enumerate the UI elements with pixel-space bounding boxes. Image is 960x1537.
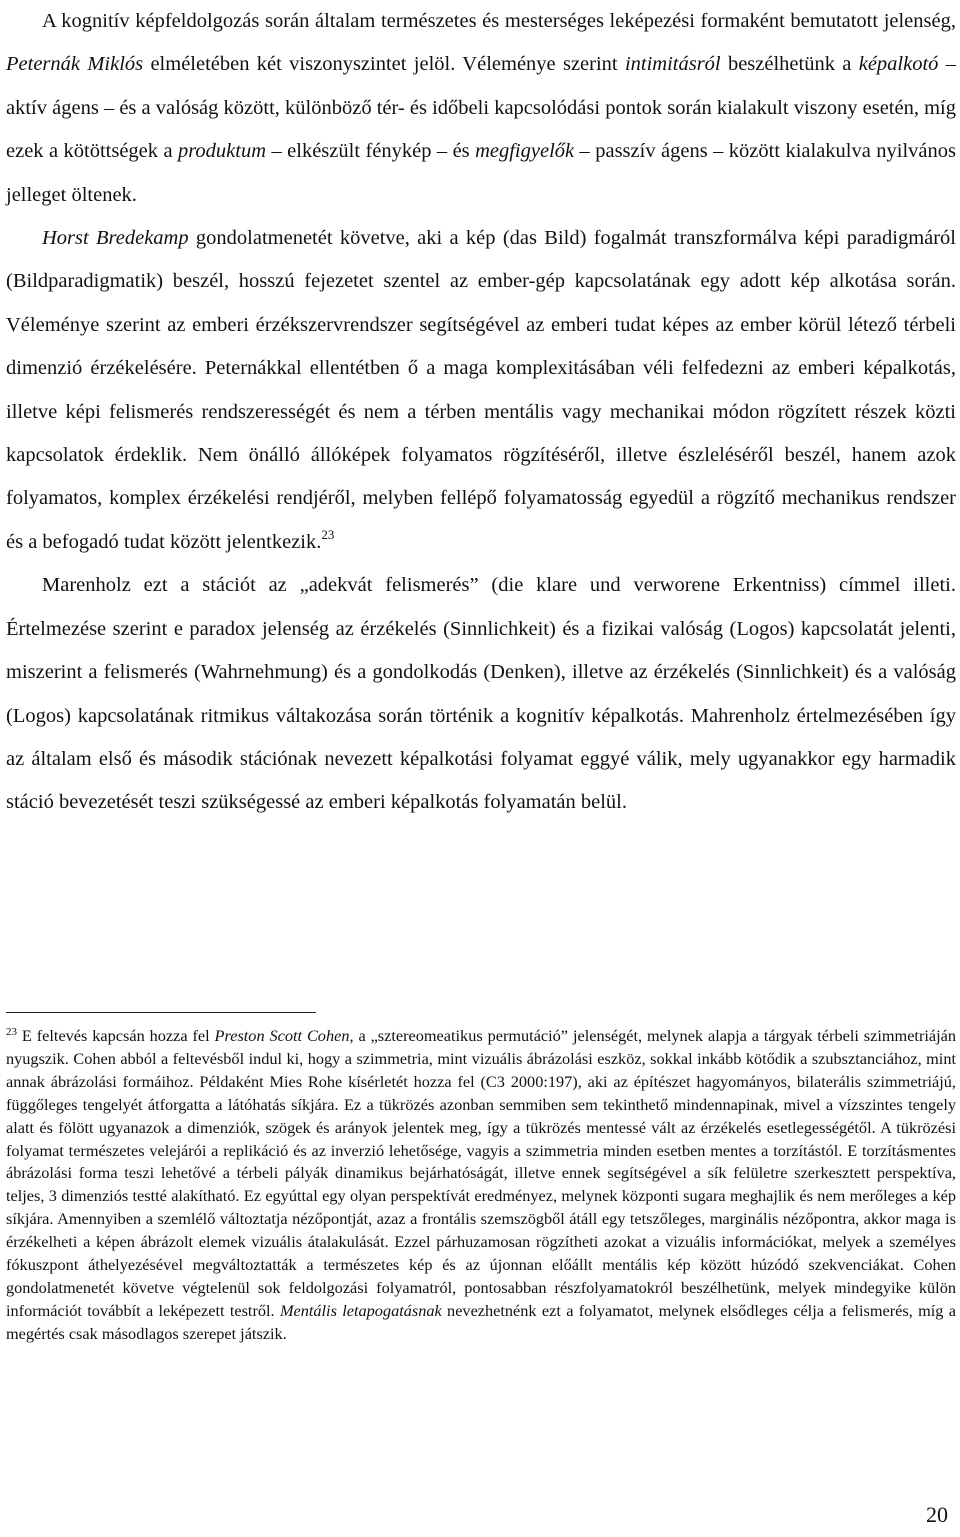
italic-text: megfigyelők bbox=[475, 140, 575, 163]
italic-text: Preston Scott Cohen bbox=[214, 1026, 350, 1045]
italic-text: Mentális letapogatásnak bbox=[279, 1300, 442, 1320]
document-page bbox=[6, 0, 957, 1527]
footnote-23 bbox=[6, 1025, 956, 1346]
paragraph-2 bbox=[6, 217, 956, 564]
text-run: , a „sztereomeatikus permutáció” jelenségét, melynek alapja a tárgyak térbeli szimmetriáján nyugszik. Cohen abból a feltevésből indul ki, hogy a szimmetria, mint vizuális ábrázolási eszköz, sokkal inkább kötődik a szubsztanciához, mint annak ábrázolási formáihoz. Példaként Mies Rohe kísérletét hozza fel (C3 2000:197), aki az építészet hagyományos, bilaterális szimmetriájú, függőleges tengelyét átforgatta a látóhatás síkjára. Ez a tükrözés azonban semmiben sem tekinthető mindennapinak, mivel a vízszintes tengely alatt és fölött ugyanazok a dimenziók, szögek és arányok jelentek meg, így a tükrözés mentessé vált az érzékelés esetlegességétől. A tükrözési folyamat természetes velejárói a replikáció és az inverzió lehetősége, vagyis a szimmetria minden esetben mentes a torzítástól. E torzításmentes ábrázolási forma teszi lehetővé a térbeli pályák dinamikus bejárhatóságát, illetve ennek segítségével a sík felületre szerkesztett perspektíva, teljes, 3 dimenziós testté alakítható. Ez egyúttal egy olyan perspektívát eredményez, melynek központi sugara meghajlik és nem merőleges a kép síkjára. Amennyiben a szemlélő változtatja nézőpontját, azaz a frontális szemszögből átáll egy tetszőleges, marginális nézőpontra, akkor maga is érzékelheti a képen ábrázolt elemek vizuális átalakulását. Ezzel párhuzamosan rögzítheti azokat a vizuális információkat, melyek a személyes fókuszpont áthelyezésével megváltoztatták a természetes kép és az újonnan előállt mentális kép között húzódó szekvenciákat. Cohen gondolatmenetét követve végtelenül sok feldolgozási folyamatról, pontosabban részfolyamatokról beszélhetünk, melyek mindegyike külön információt továbbít a leképezett testről. bbox=[6, 1026, 957, 1320]
text-run: – passzív ágens – között kialakulva nyilvános jelleget öltenek. bbox=[6, 140, 956, 206]
page-number: 20 bbox=[926, 1502, 948, 1527]
italic-text: intimitásról bbox=[624, 53, 721, 76]
italic-text: produktum bbox=[177, 140, 267, 163]
footnote-reference: 23 bbox=[321, 526, 335, 542]
text-run: E feltevés kapcsán hozza fel bbox=[17, 1026, 215, 1045]
footnote-text bbox=[6, 1026, 956, 1343]
text-run: – elkészült fénykép – és bbox=[266, 140, 476, 163]
paragraph-1 bbox=[6, 0, 956, 217]
text-run: beszélhetünk a bbox=[720, 53, 859, 76]
footnote-number: 23 bbox=[6, 1026, 17, 1038]
paragraph-3 bbox=[6, 564, 956, 824]
text-run: – aktív ágens – és a valóság között, különböző tér- és időbeli kapcsolódási pontok során kialakult viszony esetén, míg ezek a kötöttségek a bbox=[6, 53, 956, 163]
text-run: nevezhetnénk ezt a folyamatot, melynek elsődleges célja a felismerés, míg a megértés csak másodlagos szerepet játszik. bbox=[6, 1300, 957, 1343]
italic-text: képalkotó bbox=[858, 53, 939, 76]
footnote-separator bbox=[6, 1012, 316, 1013]
text-run: A kognitív képfeldolgozás során általam természetes és mesterséges leképezési formaként bemutatott jelenség, bbox=[42, 10, 956, 32]
text-run: elméletében két viszonyszintet jelöl. Véleménye szerint bbox=[143, 53, 625, 76]
main-body-text bbox=[6, 0, 956, 825]
italic-text: Horst Bredekamp bbox=[42, 227, 189, 250]
text-run: gondolatmenetét követve, aki a kép (das Bild) fogalmát transzformálva képi paradigmáról (Bildparadigmatik) beszél, hosszú fejezetet szentel az ember-gép kapcsolatának egy adott kép alkotása során. Véleménye szerint az emberi érzékszervrendszer segítségével az emberi tudat képes az ember körül létező térbeli dimenzió érzékelésére. Peternákkal ellentétben ő a maga komplexitásában véli felfedezni az emberi képalkotás, illetve képi felismerés rendszerességét és nem a térben mentális vagy mechanikai módon rögzített részek közti kapcsolatok érdeklik. Nem önálló állóképek folyamatos rögzítéséről, illetve észleléséről beszél, hanem azok folyamatos, komplex érzékelési rendjéről, melyben fellépő folyamatosság egyedül a rögzítő mechanikus rendszer és a befogadó tudat között jelentkezik. bbox=[6, 227, 957, 553]
text-run: Marenholz ezt a stációt az „adekvát felismerés” (die klare und verworene Erkentniss) címmel illeti. Értelmezése szerint e paradox jelenség az érzékelés (Sinnlichkeit) és a fizikai valóság (Logos) kapcsolatát jelenti, miszerint a felismerés (Wahrnehmung) és a gondolkodás (Denken), illetve az érzékelés (Sinnlichkeit) és a valóság (Logos) kapcsolatának ritmikus váltakozása során történik a kognitív képalkotás. Mahrenholz értelmezésében így az általam első és második stációnak nevezett képalkotási folyamat eggyé válik, mely ugyanakkor egy harmadik stáció bevezetését teszi szükségessé az emberi képalkotás folyamatán belül. bbox=[6, 574, 956, 814]
italic-text: Peternák Miklós bbox=[6, 53, 144, 76]
